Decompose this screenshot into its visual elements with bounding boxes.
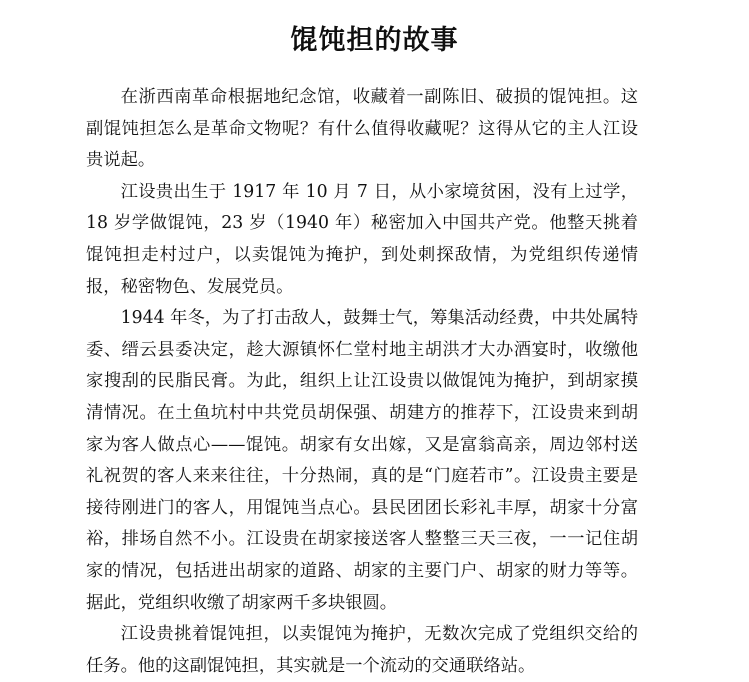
paragraph: 在浙西南革命根据地纪念馆，收藏着一副陈旧、破损的馄饨担。这副馄饨担怎么是革命文物呢？有什么值得收藏呢？这得从它的主人江设贵说起。: [86, 87, 638, 171]
paragraph: 1944 年冬，为了打击敌人，鼓舞士气，筹集活动经费，中共处属特委、缙云县委决定，趁大源镇怀仁堂村地主胡洪才大办酒宴时，收缴他家搜刮的民脂民膏。为此，组织上让江设贵以做馄饨为掩护，到胡家摸清情况。在土鱼坑村中共党员胡保强、胡建方的推荐下，江设贵来到胡家为客人做点心——馄饨。胡家有女出嫁，又是富翁高亲，周边邻村送礼祝贺的客人来来往往，十分热闹，真的是“门庭若市”。江设贵主要是接待刚进门的客人，用馄饨当点心。县民团团长彩礼丰厚，胡家十分富裕，排场自然不小。江设贵在胡家接送客人整整三天三夜，一一记住胡家的情况，包括进出胡家的道路、胡家的主要门户、胡家的财力等等。据此，党组织收缴了胡家两千多块银圆。: [86, 308, 638, 613]
paragraph: 江设贵出生于 1917 年 10 月 7 日，从小家境贫困，没有上过学，18 岁学做馄饨，23 岁（1940 年）秘密加入中国共产党。他整天挑着馄饨担走村过户，以卖馄饨为掩护，到处刺探敌情，为党组织传递情报，秘密物色、发展党员。: [86, 181, 638, 297]
paragraph: 江设贵挑着馄饨担，以卖馄饨为掩护，无数次完成了党组织交给的任务。他的这副馄饨担，其实就是一个流动的交通联络站。: [86, 624, 638, 676]
article-body: [86, 82, 638, 682]
page-title: 馄饨担的故事: [290, 25, 459, 57]
